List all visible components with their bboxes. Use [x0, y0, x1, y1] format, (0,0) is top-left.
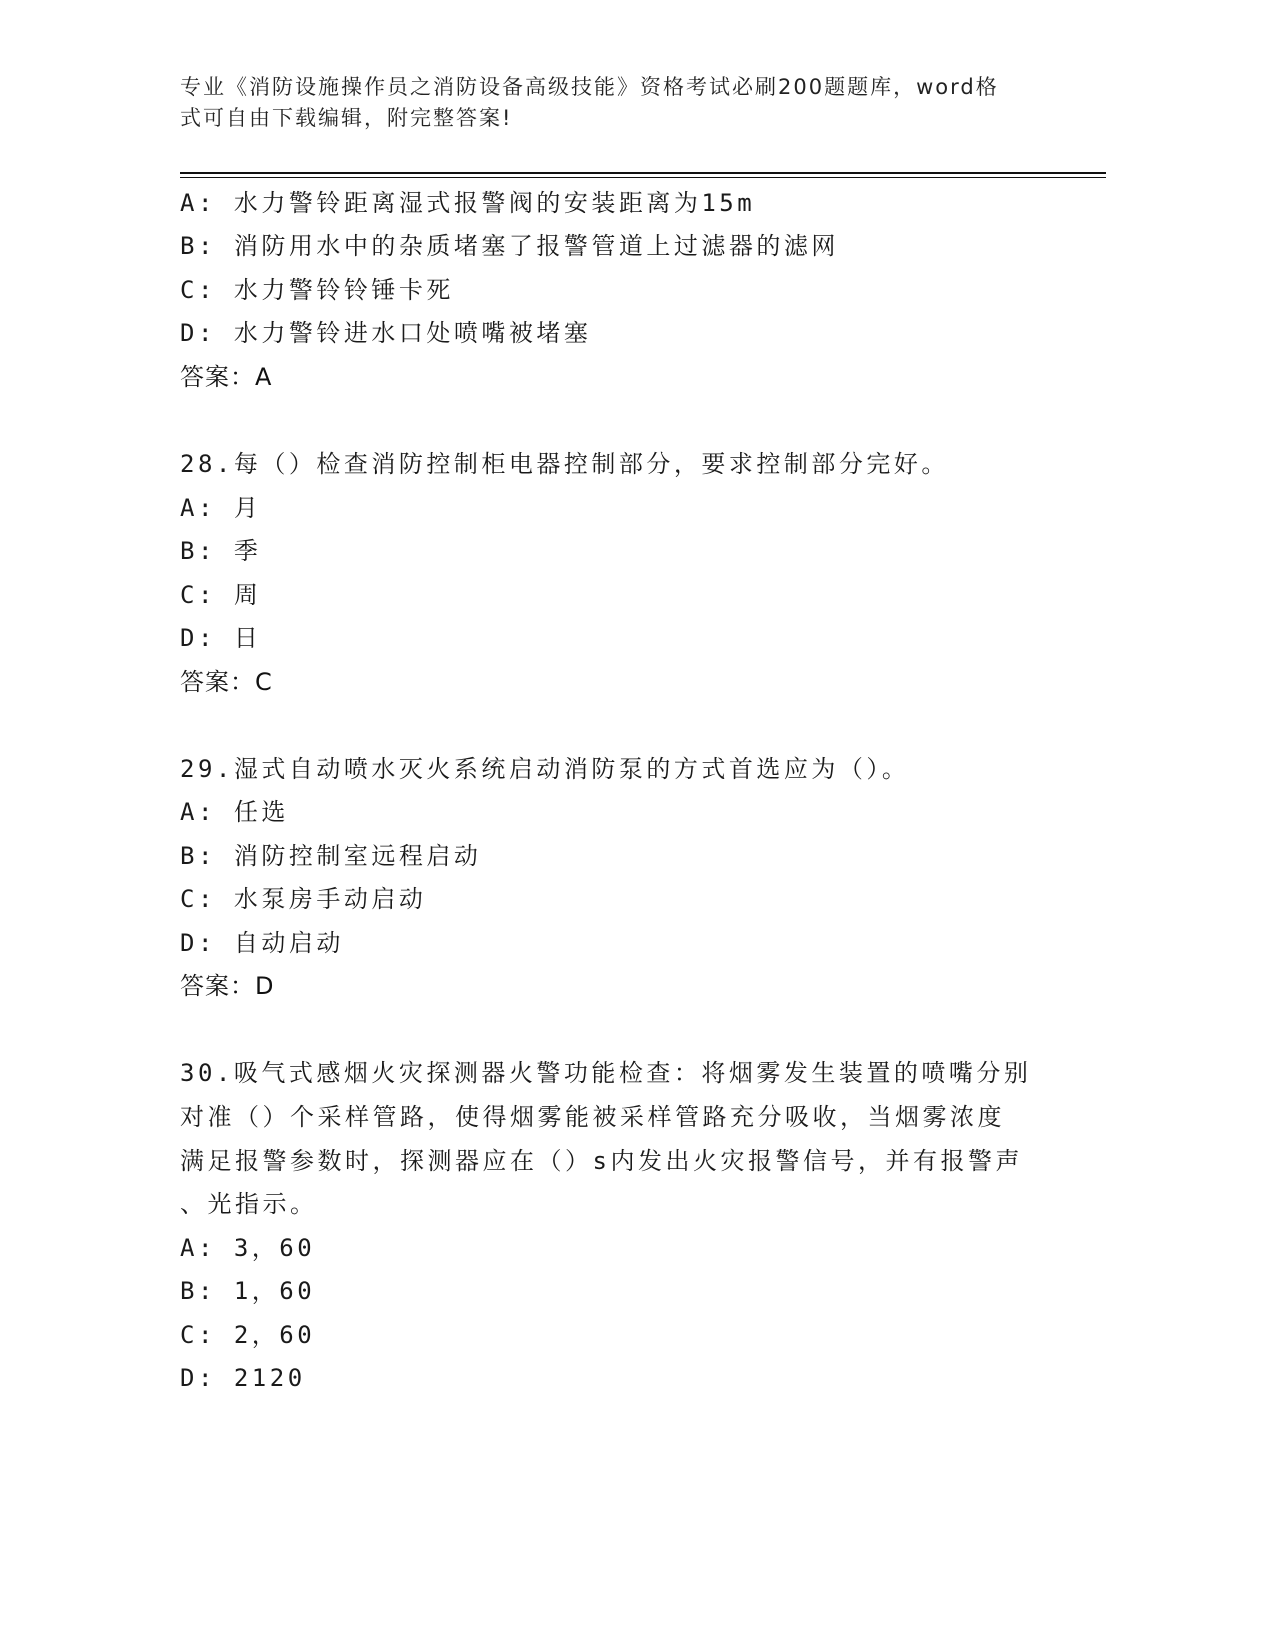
- q29-option-b: B: 消防控制室远程启动: [180, 842, 482, 870]
- q30-stem-line-2: 对准（）个采样管路，使得烟雾能被采样管路充分吸收，当烟雾浓度: [180, 1103, 1005, 1131]
- q28-option-c: C: 周: [180, 581, 262, 609]
- q30-option-a: A: 3，60: [180, 1234, 316, 1262]
- header-line-1: 专业《消防设施操作员之消防设备高级技能》资格考试必刷200题题库，word格: [180, 75, 999, 99]
- q27-answer: 答案：A: [180, 363, 273, 391]
- header-divider-thick: [180, 172, 1106, 174]
- q29-stem: 29.湿式自动喷水灭火系统启动消防泵的方式首选应为（）。: [180, 755, 910, 783]
- document-header: [180, 72, 1040, 134]
- header-divider-thin: [180, 177, 1106, 178]
- q30-stem-line-4: 、光指示。: [180, 1190, 318, 1218]
- q28-option-d: D: 日: [180, 624, 262, 652]
- q30-option-d: D: 2120: [180, 1364, 306, 1392]
- q27-option-b: B: 消防用水中的杂质堵塞了报警管道上过滤器的滤网: [180, 232, 839, 260]
- q29-option-a: A: 任选: [180, 798, 289, 826]
- header-line-2: 式可自由下载编辑，附完整答案!: [180, 106, 513, 130]
- q28-answer: 答案：C: [180, 668, 273, 696]
- q28-option-b: B: 季: [180, 537, 262, 565]
- q28-option-a: A: 月: [180, 494, 262, 522]
- q30-option-c: C: 2，60: [180, 1321, 316, 1349]
- q27-option-d: D: 水力警铃进水口处喷嘴被堵塞: [180, 319, 592, 347]
- q30-stem-line-3: 满足报警参数时，探测器应在（）s内发出火灾报警信号，并有报警声: [180, 1147, 1023, 1175]
- q29-answer: 答案：D: [180, 972, 275, 1000]
- q27-option-a: A: 水力警铃距离湿式报警阀的安装距离为15m: [180, 189, 756, 217]
- q29-option-d: D: 自动启动: [180, 929, 344, 957]
- q30-stem-line-1: 30.吸气式感烟火灾探测器火警功能检查：将烟雾发生装置的喷嘴分别: [180, 1059, 1032, 1087]
- q27-option-c: C: 水力警铃铃锤卡死: [180, 276, 454, 304]
- q30-option-b: B: 1，60: [180, 1277, 316, 1305]
- q29-option-c: C: 水泵房手动启动: [180, 885, 427, 913]
- q28-stem: 28.每（）检查消防控制柜电器控制部分，要求控制部分完好。: [180, 450, 949, 478]
